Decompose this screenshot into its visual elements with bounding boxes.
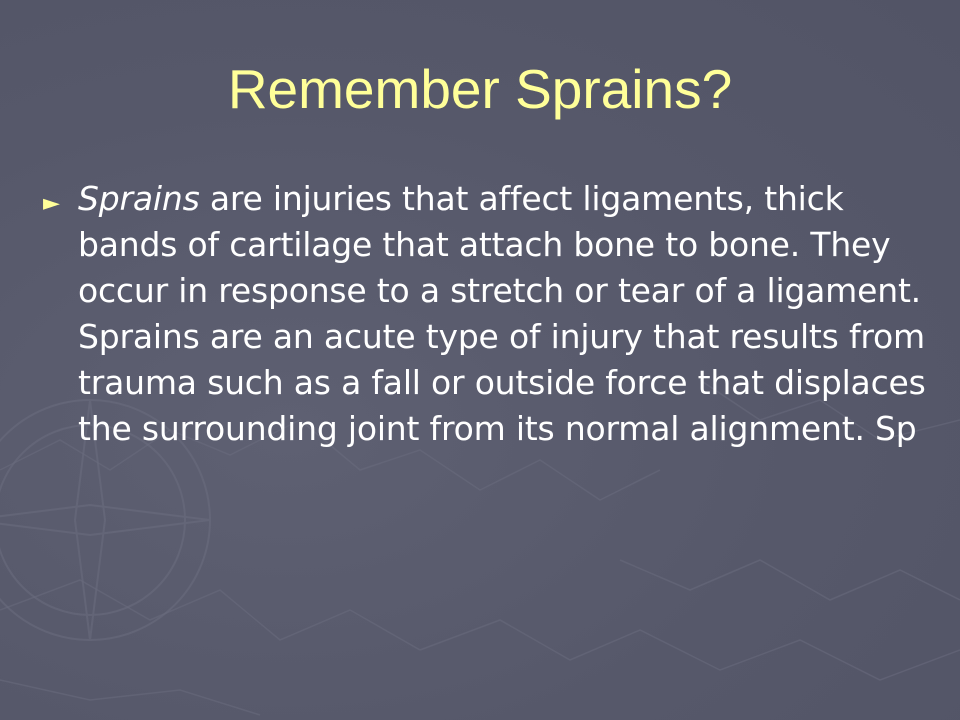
slide-title: Remember Sprains? <box>227 58 733 120</box>
map-line <box>0 680 260 715</box>
map-line <box>0 580 420 650</box>
bullet-arrow-icon: ► <box>43 191 60 216</box>
map-line <box>620 560 960 600</box>
bullet-text <box>78 176 933 452</box>
bullet-item <box>43 176 933 452</box>
bullet-emphasis: Sprains <box>78 179 200 218</box>
bullet-body: are injuries that affect ligaments, thick bands of cartilage that attach bone to bone. They occur in response to a stretch or tear of a ligament. Sprains are an acute type of injury that results from trauma such as a fall or outside force that displaces the surrounding joint from its normal alignment. Sp <box>78 179 926 448</box>
map-line <box>420 620 960 680</box>
